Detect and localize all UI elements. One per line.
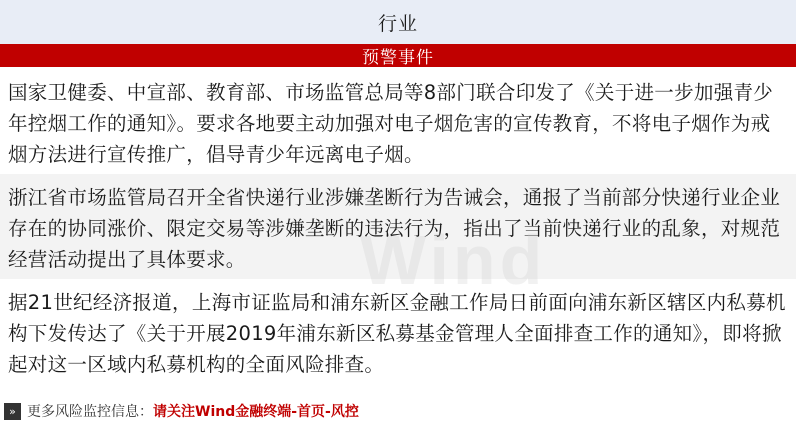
alert-list xyxy=(0,67,796,386)
footer-link[interactable]: 请关注Wind金融终端-首页-风控 xyxy=(153,404,359,420)
page-title-text: 行业 xyxy=(377,12,418,35)
footer xyxy=(0,396,796,426)
footer-label: 更多风险监控信息： xyxy=(27,404,153,420)
watermark: Wind xyxy=(360,221,547,299)
section-header xyxy=(0,44,796,67)
section-title: 预警事件 xyxy=(362,48,434,68)
double-chevron-right-icon: » xyxy=(4,403,21,420)
list-item: 据21世纪经济报道，上海市证监局和浦东新区金融工作局日前面向浦东新区辖区内私募机构下发传达了《关于开展2019年浦东新区私募基金管理人全面排查工作的通知》，即将掀起对这一区域内私募机构的全面风险排查。 xyxy=(8,291,786,376)
list-item: 国家卫健委、中宣部、教育部、市场监管总局等8部门联合印发了《关于进一步加强青少年控烟工作的通知》。要求各地要主动加强对电子烟危害的宣传教育，不将电子烟作为戒烟方法进行宣传推广，倡导青少年远离电子烟。 xyxy=(8,81,774,166)
list-item: 浙江省市场监管局召开全省快递行业涉嫌垄断行为告诫会，通报了当前部分快递行业企业存在的协同涨价、限定交易等涉嫌垄断的违法行为，指出了当前快递行业的乱象，对规范经营活动提出了具体要求。 xyxy=(0,174,796,279)
page-title xyxy=(0,0,796,44)
